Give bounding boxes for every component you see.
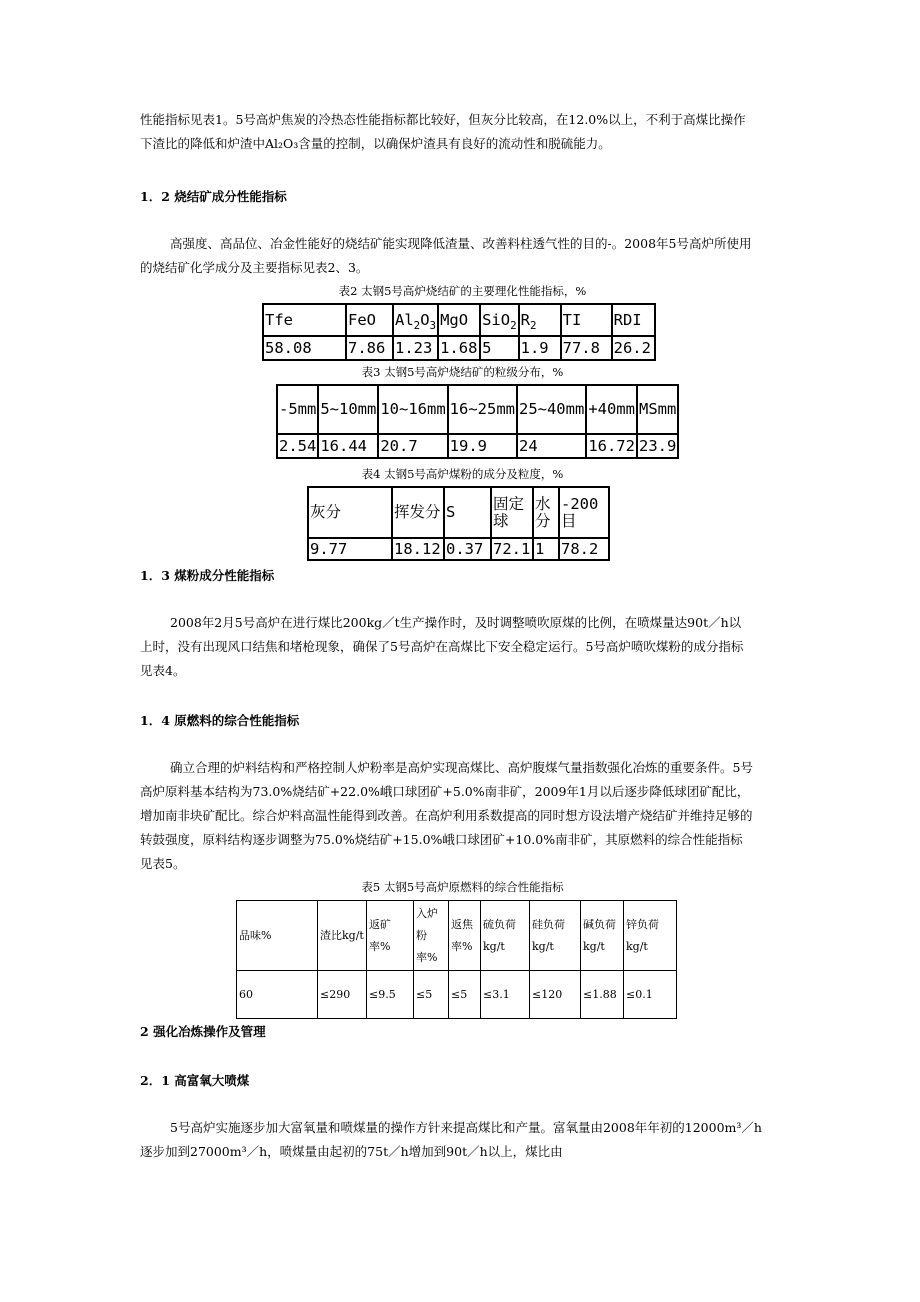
table-header-cell: S [444, 487, 491, 538]
table-header-cell: $R_2$ [519, 304, 561, 336]
table-header-cell: 挥发分 [392, 487, 444, 538]
table-cell: 16.44 [318, 434, 378, 458]
table-header-row [237, 901, 677, 971]
table-header-cell: 5~10mm [318, 385, 378, 434]
text-line: 高强度、高品位、冶金性能好的烧结矿能实现降低渣量、改善料柱透气性的目的-。2008年5号高炉所使用 [170, 236, 752, 251]
text-line: 5号高炉实施逐步加大富氧量和喷煤量的操作方针来提高煤比和产量。富氧量由2008年年初的12000m³／h [170, 1120, 762, 1135]
text-line: 逐步加到27000m³／h，喷煤量由起初的75t／h增加到90t／h以上，煤比由 [140, 1144, 563, 1159]
table-cell: 60 [237, 971, 318, 1019]
table-header-cell: 返焦率% [449, 901, 481, 971]
table-5-caption: 表5 太钢5号高炉原燃料的综合性能指标 [361, 880, 564, 894]
table-header-cell: MgO [438, 304, 480, 336]
table-cell: ≤5 [414, 971, 449, 1019]
table-cell: 26.2 [612, 336, 655, 360]
table-2-caption: 表2 太钢5号高炉烧结矿的主要理化性能指标，% [338, 284, 587, 298]
table-cell: 9.77 [308, 538, 392, 560]
table-header-cell: +40mm [586, 385, 637, 434]
table-header-cell: 硅负荷kg/t [530, 901, 581, 971]
table-cell: 58.08 [263, 336, 346, 360]
table-3 [276, 384, 679, 459]
table-2 [262, 303, 656, 361]
table-cell: ≤9.5 [367, 971, 414, 1019]
section-heading-1-4: 1．4 原燃料的综合性能指标 [140, 713, 300, 728]
table-row [308, 538, 609, 560]
table-4 [307, 486, 610, 561]
table-header-cell: MSmm [637, 385, 678, 434]
text-line: 高炉原料基本结构为73.0%烧结矿+22.0%峨口球团矿+5.0%南非矿，2009年1月以后逐步降低球团矿配比， [140, 784, 750, 799]
table-cell: 2.54 [277, 434, 318, 458]
table-cell: 78.2 [559, 538, 609, 560]
text-line: 见表4。 [140, 663, 186, 678]
table-header-row [308, 487, 609, 538]
section-1-2-paragraph [140, 232, 785, 280]
table-cell: ≤3.1 [481, 971, 530, 1019]
table-cell: 72.1 [491, 538, 533, 560]
section-heading-1-3: 1．3 煤粉成分性能指标 [140, 568, 275, 583]
table-header-cell: 锌负荷kg/t [624, 901, 677, 971]
table-header-cell: 水分 [533, 487, 559, 538]
table-header-cell: 16~25mm [448, 385, 517, 434]
table-row [237, 971, 677, 1019]
table-header-cell: 碱负荷kg/t [581, 901, 624, 971]
table-header-cell: RDI [612, 304, 655, 336]
table-header-cell: -5mm [277, 385, 318, 434]
table-cell: 1.68 [438, 336, 480, 360]
text-line: 见表5。 [140, 856, 186, 871]
table-cell: 19.9 [448, 434, 517, 458]
text-line: 上时，没有出现风口结焦和堵枪现象，确保了5号高炉在高煤比下安全稳定运行。5号高炉喷吹煤粉的成分指标 [140, 639, 744, 654]
table-header-cell: 25~40mm [517, 385, 586, 434]
table-cell: 77.8 [561, 336, 612, 360]
table-cell: ≤120 [530, 971, 581, 1019]
table-header-cell: 渣比kg/t [318, 901, 367, 971]
table-cell: ≤290 [318, 971, 367, 1019]
table-header-cell: FeO [346, 304, 393, 336]
table-cell: 24 [517, 434, 586, 458]
intro-paragraph [140, 108, 785, 156]
table-cell: ≤1.88 [581, 971, 624, 1019]
table-3-caption: 表3 太钢5号高炉烧结矿的粒级分布，% [361, 365, 564, 379]
section-heading-2-1: 2．1 高富氧大喷煤 [140, 1073, 250, 1088]
section-heading-2: 2 强化冶炼操作及管理 [140, 1024, 266, 1039]
table-header-cell: SiO$_2$ [480, 304, 519, 336]
table-cell: 1.23 [393, 336, 438, 360]
text-line: 下渣比的降低和炉渣中Al₂O₃含量的控制，以确保炉渣具有良好的流动性和脱硫能力。 [140, 136, 611, 151]
table-cell: 1.9 [519, 336, 561, 360]
text-line: 2008年2月5号高炉在进行煤比200kg／t生产操作时，及时调整喷吹原煤的比例，在喷煤量达90t／h以 [170, 615, 742, 630]
text-line: 确立合理的炉料结构和严格控制人炉粉率是高炉实现高煤比、高炉腹煤气量指数强化冶炼的重要条件。5号 [170, 760, 753, 775]
table-header-cell: 灰分 [308, 487, 392, 538]
table-cell: 18.12 [392, 538, 444, 560]
table-cell: 23.9 [637, 434, 678, 458]
table-cell: 7.86 [346, 336, 393, 360]
table-cell: 1 [533, 538, 559, 560]
section-1-4-paragraph [140, 756, 785, 876]
table-header-row [263, 304, 655, 336]
table-header-cell: 硫负荷kg/t [481, 901, 530, 971]
table-cell: ≤0.1 [624, 971, 677, 1019]
table-header-cell: TI [561, 304, 612, 336]
table-header-cell: 品味% [237, 901, 318, 971]
table-4-caption: 表4 太钢5号高炉煤粉的成分及粒度，% [361, 467, 564, 481]
table-header-cell: 10~16mm [378, 385, 447, 434]
table-header-cell: Tfe [263, 304, 346, 336]
table-cell: 0.37 [444, 538, 491, 560]
table-header-row [277, 385, 678, 434]
table-cell: 5 [480, 336, 519, 360]
table-cell: ≤5 [449, 971, 481, 1019]
text-line: 增加南非块矿配比。综合炉料高温性能得到改善。在高炉利用系数提高的同时想方设法增产烧结矿并维持足够的 [140, 808, 753, 823]
table-header-cell: 返矿率% [367, 901, 414, 971]
table-5 [236, 900, 677, 1019]
table-cell: 16.72 [586, 434, 637, 458]
text-line: 的烧结矿化学成分及主要指标见表2、3。 [140, 260, 369, 275]
text-line: 转鼓强度，原料结构逐步调整为75.0%烧结矿+15.0%峨口球团矿+10.0%南非矿，其原燃料的综合性能指标 [140, 832, 743, 847]
section-2-1-paragraph [140, 1116, 785, 1164]
section-heading-1-2: 1．2 烧结矿成分性能指标 [140, 189, 287, 204]
table-header-cell: 固定球 [491, 487, 533, 538]
table-cell: 20.7 [378, 434, 447, 458]
table-row [263, 336, 655, 360]
text-line: 性能指标见表1。5号高炉焦炭的冷热态性能指标都比较好，但灰分比较高，在12.0%以上，不利于高煤比操作 [140, 112, 746, 127]
table-header-cell: -200目 [559, 487, 609, 538]
table-row [277, 434, 678, 458]
section-1-3-paragraph [140, 611, 785, 683]
table-header-cell: $Al_2O_3$ [393, 304, 438, 336]
table-header-cell: 入炉粉率% [414, 901, 449, 971]
